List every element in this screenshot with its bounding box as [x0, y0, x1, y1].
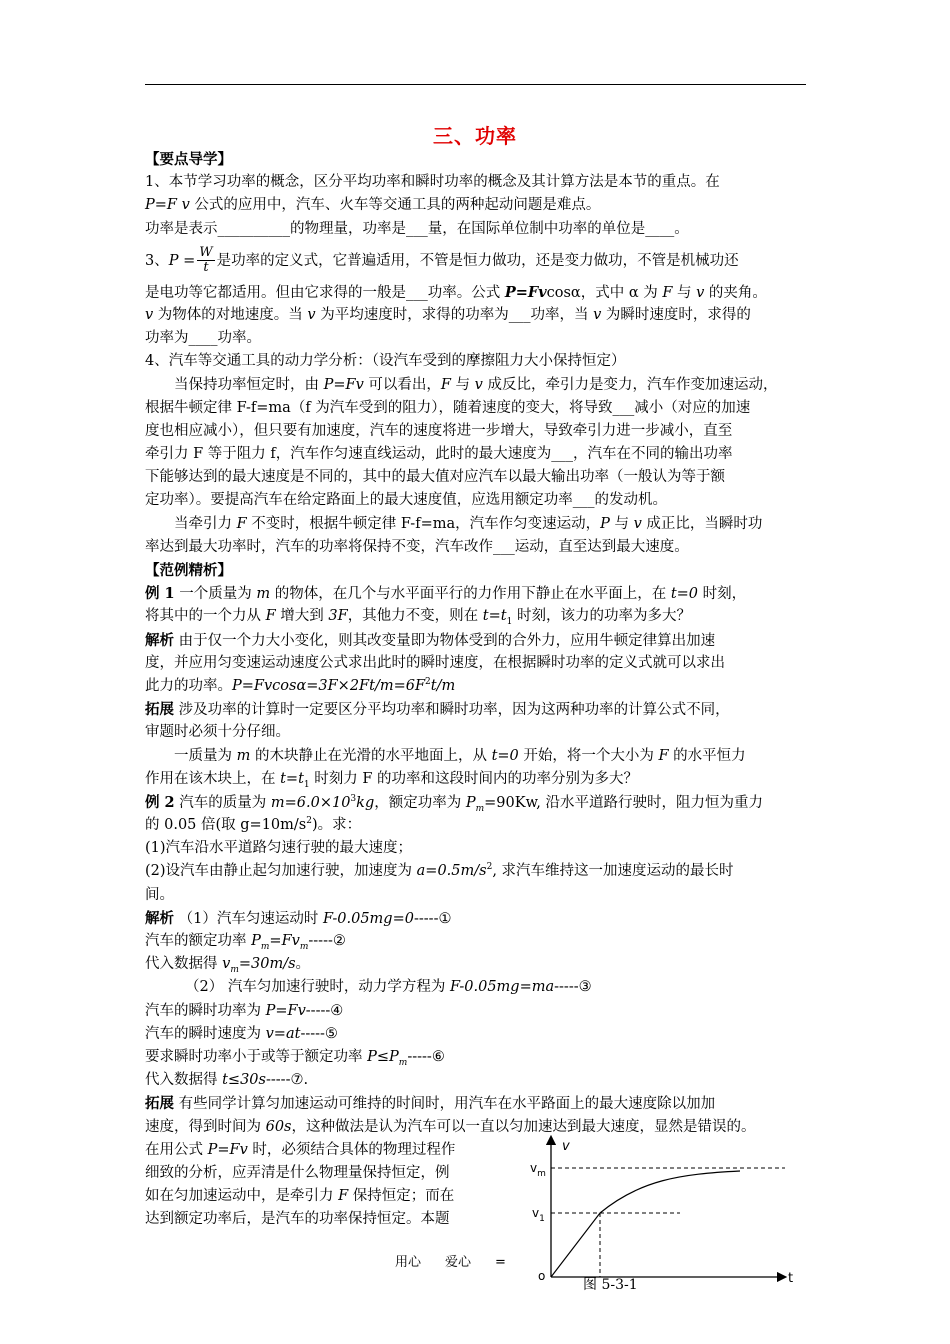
- footer-text-3: =: [495, 1255, 506, 1270]
- text: )。求：: [311, 817, 362, 834]
- text: （1）汽车匀速运动时: [174, 910, 323, 927]
- ex2-solution-line-8: [145, 1069, 808, 1092]
- text: 的木块静止在光滑的水平地面上，从: [250, 747, 492, 764]
- extension-label: 拓展: [145, 1095, 174, 1113]
- p4-line-2: 根据牛顿定律 F-f=ma（f 为汽车受到的阻力），随着速度的变大，将导致___减小（对应的加速: [145, 399, 751, 416]
- p4-line-1: [145, 374, 808, 397]
- text: 汽车的瞬时速度为: [145, 1025, 266, 1042]
- text: cosα，式中 α 为: [546, 284, 663, 301]
- text: 汽车的瞬时功率为: [145, 1002, 266, 1019]
- symbol: P: [465, 794, 476, 811]
- text: 3、: [145, 252, 169, 269]
- formula: P=Fv: [504, 283, 547, 301]
- ex1-solution-line-1: [145, 629, 808, 652]
- footer-text-2: 爱心: [445, 1255, 472, 1270]
- p1-line-2: [145, 194, 808, 217]
- formula: F-0.05mg=0: [322, 910, 414, 927]
- text: -----③: [554, 979, 592, 996]
- ex1-extension-line-1: [145, 698, 808, 721]
- symbol: t=0: [491, 747, 519, 764]
- ex2-extension-line-6: 达到额定功率后，是汽车的功率保持恒定。本题: [145, 1211, 450, 1228]
- page-footer: [395, 1251, 530, 1270]
- footer-text-1: 用心: [395, 1255, 422, 1270]
- symbol: v: [222, 956, 231, 973]
- symbol: P: [251, 933, 261, 949]
- text: 时刻力 F 的功率和这段时间内的功率分别为多大？: [309, 770, 639, 787]
- text: ，其他力不变，则在: [347, 608, 483, 625]
- section-heading-guide: 【要点导学】: [145, 151, 232, 168]
- text: （2） 汽车匀加速行驶时，动力学方程为: [185, 979, 450, 996]
- text: 汽车的额定功率: [145, 933, 252, 949]
- formula: P≤P: [367, 1048, 399, 1065]
- text: 将其中的一个力从: [145, 608, 266, 625]
- text: 一质量为: [174, 747, 237, 764]
- p4-line-4: 牵引力 F 等于阻力 f，汽车作匀速直线运动，此时的最大速度为___，汽车在不同的输出功率: [145, 446, 733, 463]
- text: ，这种做法是认为汽车可以一直以匀加速达到最大速度，显然是错误的。: [291, 1118, 756, 1135]
- text: 由于仅一个力大小变化，则其改变量即为物体受到的合外力，应用牛顿定律算出加速: [174, 632, 716, 649]
- formula: P=Fvcosα=3F×2Ft/m=6F: [232, 677, 426, 694]
- formula: a=0.5m/s: [416, 863, 487, 880]
- velocity-time-graph: [520, 1130, 810, 1300]
- text: 代入数据得: [145, 956, 223, 973]
- text: -----⑤: [300, 1025, 338, 1042]
- superscript: 3: [350, 794, 357, 805]
- value: 60s: [265, 1118, 292, 1135]
- symbol: v: [307, 306, 316, 323]
- formula: m=6.0×10: [270, 794, 351, 811]
- formula: F-0.05mg=ma: [449, 979, 555, 996]
- text: 可以看出，: [363, 376, 441, 393]
- symbol: F: [440, 376, 451, 393]
- ex2-solution-line-2: [145, 930, 808, 953]
- symbol: v: [633, 515, 642, 532]
- subscript: m: [398, 1057, 408, 1068]
- symbol: F: [338, 1188, 349, 1205]
- vm-symbol: v: [530, 1161, 538, 1175]
- superscript: 2: [425, 677, 431, 688]
- text: 开始，将一个大小为: [518, 747, 659, 764]
- figure-caption: 图 5-3-1: [583, 1277, 638, 1293]
- subscript: 1: [506, 617, 513, 628]
- formula: P=Fv: [265, 1002, 306, 1019]
- ex1-extension-line-2: 审题时必须十分仔细。: [145, 724, 290, 741]
- example-label: 例 2: [145, 793, 175, 811]
- formula: P=F v: [145, 197, 190, 214]
- text: ，额定功率为: [374, 794, 466, 811]
- p4-line-7: [145, 513, 808, 536]
- v1-subscript: 1: [539, 1214, 545, 1224]
- text: -----②: [308, 933, 346, 949]
- ex2-line-1: [145, 791, 808, 814]
- text: 作用在该木块上，在: [145, 770, 281, 787]
- y-axis-label: v: [562, 1139, 570, 1154]
- ex2-solution-line-7: [145, 1046, 808, 1069]
- p3-line-2: [145, 281, 808, 304]
- section-heading-examples: 【范例精析】: [145, 562, 232, 579]
- superscript: 2: [306, 816, 312, 827]
- text: 时刻，: [698, 586, 747, 603]
- formula-lhs: P =: [168, 252, 196, 269]
- formula: t/m: [430, 677, 456, 694]
- subscript: m: [475, 803, 485, 814]
- symbol: m: [256, 586, 271, 603]
- text: -----①: [413, 910, 452, 927]
- text: 汽车的质量为: [174, 794, 271, 811]
- ex1-solution-line-3: [145, 675, 808, 698]
- solution-label: 解析: [145, 631, 174, 649]
- text: 的夹角。: [704, 284, 767, 301]
- unit: kg: [356, 794, 375, 811]
- text: 成反比，牵引力是变力，汽车作变加速运动，: [482, 376, 778, 393]
- header-rule: [145, 84, 806, 85]
- p4-line-3: 度也相应减小），但只要有加速度，汽车的速度将进一步增大，导致牵引力进一步减小，直至: [145, 422, 733, 439]
- symbol: t=t: [482, 608, 507, 625]
- text: 增大到: [275, 608, 329, 625]
- text: 的物体，在几个与水平面平行的力作用下静止在水平面上，在: [270, 586, 671, 603]
- ex2-solution-line-6: [145, 1023, 808, 1046]
- ex2-solution-line-1: [145, 907, 808, 930]
- text: 涉及功率的计算时一定要区分平均功率和瞬时功率，因为这两种功率的计算公式不同，: [174, 702, 730, 719]
- document-body: [145, 148, 808, 1231]
- superscript: 2: [486, 862, 493, 873]
- ex2-solution-line-3: [145, 953, 808, 976]
- text: 为平均速度时，求得的功率为___功率，当: [315, 306, 594, 323]
- text: 此力的功率。: [145, 677, 232, 694]
- text: , 求汽车维持这一加速度运动的最长时: [492, 863, 734, 880]
- subscript: m: [260, 941, 270, 952]
- solution-label: 解析: [145, 909, 174, 927]
- text: 当保持功率恒定时，由: [174, 376, 324, 393]
- symbol: v: [145, 306, 154, 323]
- text: =90Kw, 沿水平道路行驶时，阻力恒为重力: [484, 794, 763, 811]
- ex1-solution-line-2: 度，并应用匀变速运动速度公式求出此时的瞬时速度，在根据瞬时功率的定义式就可以求出: [145, 654, 725, 671]
- symbol: t=0: [670, 586, 699, 603]
- ex1-extension-line-3: [145, 745, 808, 768]
- ex1-line-1: [145, 582, 808, 605]
- symbol: F: [236, 515, 247, 532]
- origin-label: o: [538, 1269, 546, 1283]
- formula: =30m/s: [238, 956, 296, 973]
- ex2-question-1: (1)汽车沿水平道路匀速行驶的最大速度；: [145, 840, 413, 857]
- symbol: F: [265, 608, 276, 625]
- text: 一个质量为: [174, 586, 257, 603]
- text: 要求瞬时功率小于或等于额定功率: [145, 1048, 368, 1065]
- symbol: t=t: [280, 770, 304, 787]
- text: -----⑥: [407, 1048, 445, 1065]
- text: 有些同学计算匀加速运动可维持的时间时，用汽车在水平路面上的最大速度除以加加: [174, 1096, 716, 1113]
- formula: P=Fv: [207, 1141, 248, 1158]
- text: 与: [609, 515, 634, 532]
- text: 的 0.05 倍(取 g=10m/s: [145, 817, 307, 834]
- text: 为瞬时速度时，求得的: [601, 306, 751, 323]
- vm-subscript: m: [537, 1169, 546, 1179]
- text: 是电功等它都适用。但由它求得的一般是___功率。公式: [145, 284, 505, 301]
- p3-line-4: 功率为____功率。: [145, 330, 261, 347]
- text: 代入数据得: [145, 1072, 223, 1089]
- vm-label: [530, 1161, 546, 1179]
- symbol: v: [696, 284, 705, 301]
- symbol: P: [600, 515, 610, 532]
- symbol: 3F: [328, 608, 348, 625]
- subscript: m: [230, 965, 239, 976]
- p1-line-1: 1、本节学习功率的概念，区分平均功率和瞬时功率的概念及其计算方法是本节的重点。在: [145, 174, 720, 191]
- ex2-question-2-cont: 间。: [145, 886, 174, 903]
- v1-symbol: v: [532, 1206, 540, 1220]
- symbol: v: [474, 376, 483, 393]
- ex2-line-2: [145, 814, 808, 837]
- fraction-denominator: t: [203, 260, 209, 276]
- fraction-numerator: W: [199, 245, 213, 261]
- formula: v=at: [265, 1025, 301, 1042]
- subscript: 1: [303, 779, 310, 790]
- ex2-solution-line-5: [145, 1000, 808, 1023]
- text: 速度，得到时间为: [145, 1118, 266, 1135]
- text: 成正比，当瞬时功: [641, 515, 763, 532]
- ex1-line-2: [145, 605, 808, 628]
- text: 当牵引力: [174, 515, 237, 532]
- text: -----⑦.: [265, 1072, 309, 1089]
- symbol: v: [593, 306, 602, 323]
- formula: P=Fv: [323, 376, 364, 393]
- x-axis-label: t: [788, 1271, 794, 1286]
- text: (2)设汽车由静止起匀加速行驶，加速度为: [145, 863, 417, 880]
- example-label: 例 1: [145, 585, 175, 603]
- text: 不变时，根据牛顿定律 F-f=ma，汽车作匀变速运动，: [246, 515, 601, 532]
- ex2-solution-line-4: [145, 976, 808, 999]
- symbol: F: [662, 284, 673, 301]
- text: 的水平恒力: [668, 747, 746, 764]
- p4-line-8: 率达到最大功率时，汽车的功率将保持不变，汽车改作___运动，直至达到最大速度。: [145, 538, 689, 555]
- text: -----④: [305, 1002, 344, 1019]
- v1-label: [532, 1206, 545, 1224]
- text: 公式的应用中，汽车、火车等交通工具的两种起动问题是难点。: [189, 197, 601, 214]
- text: 。: [295, 956, 311, 973]
- symbol: F: [658, 747, 669, 764]
- p3-line-3: [145, 304, 808, 327]
- symbol: m: [236, 747, 251, 764]
- text: 时刻，该力的功率为多大？: [512, 608, 691, 625]
- p4-line-6: 定功率）。要提高汽车在给定路面上的最大速度值，应选用额定功率___的发动机。: [145, 492, 667, 509]
- ex2-question-2: [145, 860, 808, 883]
- p3-line-1: [145, 241, 808, 281]
- p4-heading: 4、汽车等交通工具的动力学分析：（设汽车受到的摩擦阻力大小保持恒定）: [145, 353, 626, 370]
- extension-label: 拓展: [145, 701, 174, 719]
- text: 在用公式: [145, 1141, 208, 1158]
- ex2-extension-line-1: [145, 1092, 808, 1115]
- page-title: 三、功率: [433, 124, 517, 148]
- text: 与: [672, 284, 697, 301]
- formula: =Fv: [269, 933, 300, 949]
- subscript: m: [299, 941, 309, 952]
- text: 与: [450, 376, 475, 393]
- text: 是功率的定义式，它普遍适用，不管是恒力做功，还是变力做功，不管是机械功还: [216, 252, 739, 269]
- velocity-curve: [551, 1171, 740, 1277]
- text: 如在匀加速运动中，是牵引力: [145, 1188, 339, 1205]
- text: 时，必须结合具体的物理过程作: [247, 1141, 456, 1158]
- fraction-w-over-t: [197, 246, 214, 275]
- formula: t≤30s: [222, 1072, 266, 1089]
- text: 为物体的对地速度。当: [153, 306, 308, 323]
- p4-line-5: 下能够达到的最大速度是不同的，其中的最大值对应汽车以最大输出功率（一般认为等于额: [145, 469, 725, 486]
- text: 保持恒定；而在: [348, 1188, 455, 1205]
- ex2-extension-line-4: 细致的分析，应弄清是什么物理量保持恒定，例: [145, 1164, 450, 1181]
- ex1-extension-line-4: [145, 768, 808, 791]
- p1-line-3: 功率是表示__________的物理量，功率是___量，在国际单位制中功率的单位是____。: [145, 220, 689, 237]
